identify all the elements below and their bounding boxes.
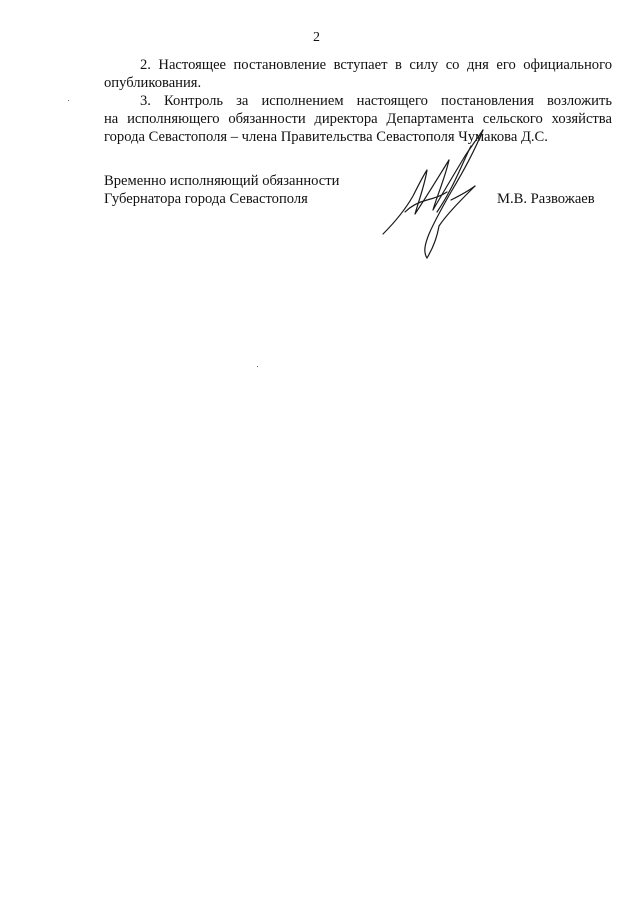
scan-speck [257,366,258,367]
signatory-position-line-2: Губернатора города Севастополя [104,191,308,207]
signatory-position-line-1: Временно исполняющий обязанности [104,173,340,189]
paragraph-3-line-3: города Севастополя – члена Правительства Севастополя Чумакова Д.С. [104,129,548,145]
page-number: 2 [313,30,320,45]
signatory-name: М.В. Развожаев [497,191,595,207]
paragraph-3-line-1: 3. Контроль за исполнением настоящего постановления возложить [140,93,612,109]
scan-speck [68,100,69,101]
handwritten-signature [375,126,515,266]
paragraph-2-line-2: опубликования. [104,75,202,91]
paragraph-2-line-1: 2. Настоящее постановление вступает в силу со дня его официального [140,57,612,73]
paragraph-3-line-2: на исполняющего обязанности директора Департамента сельского хозяйства [104,111,612,127]
